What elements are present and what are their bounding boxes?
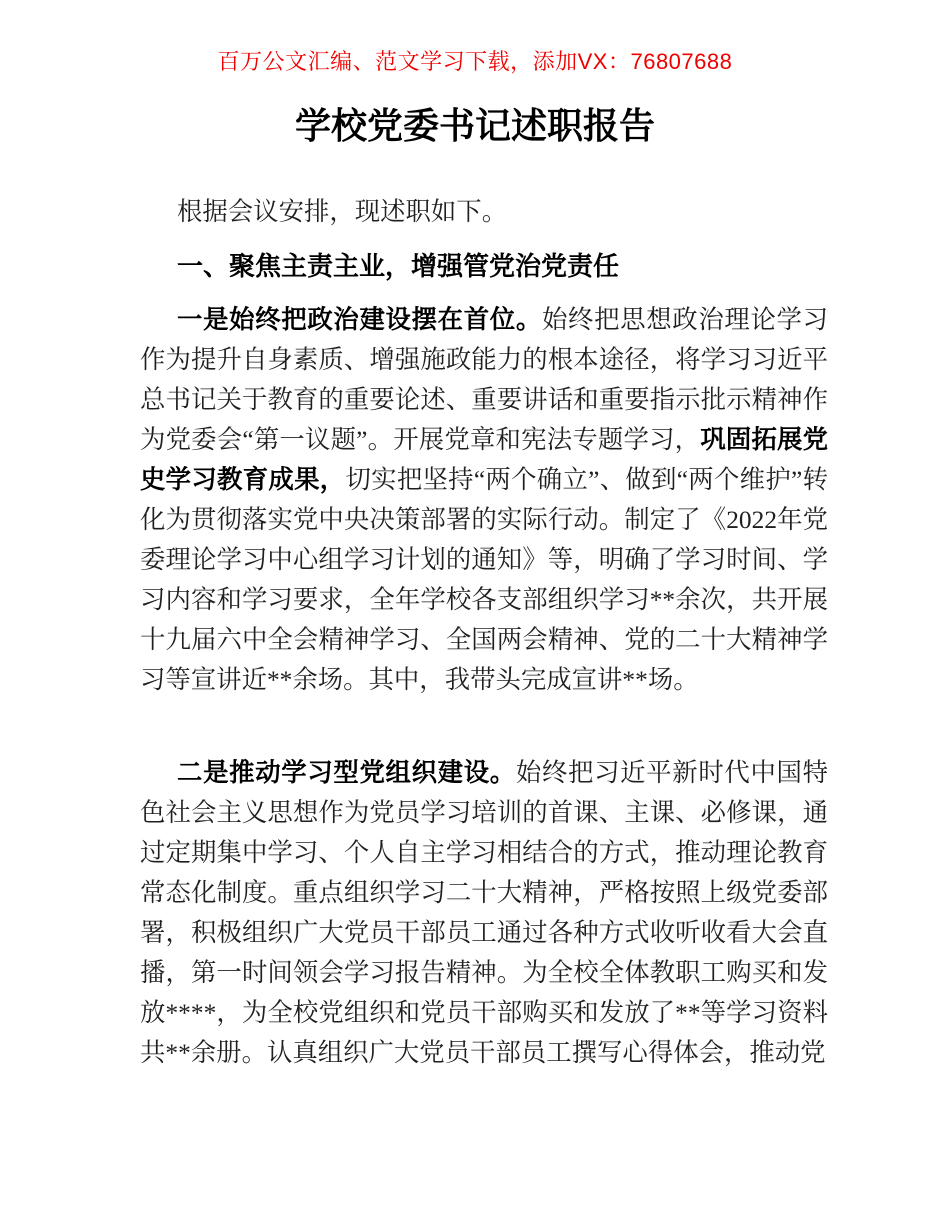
document-body — [140, 192, 828, 1073]
emphasis-run: 二是推动学习型党组织建设。 — [177, 759, 516, 787]
document-title: 学校党委书记述职报告 — [294, 106, 655, 146]
paragraph — [140, 753, 828, 1073]
text-run: 始终把思想政治理论学习作为提升自身素质、增强施政能力的根本途径，将学习习近平总书记关于教育的重要论述、重要讲话和重要指示批示精神作为党委会“第一议题”。开展党章和宪法专题学习， — [140, 306, 829, 454]
intro-paragraph: 根据会议安排，现述职如下。 — [177, 198, 508, 226]
paragraph — [140, 300, 828, 700]
emphasis-run: 巩固拓展党史学习教育成果， — [140, 426, 829, 494]
emphasis-run: 一是始终把政治建设摆在首位。 — [177, 306, 542, 334]
promo-banner: 百万公文汇编、范文学习下载，添加VX：76807688 — [217, 49, 733, 74]
text-run: 始终把习近平新时代中国特色社会主义思想作为党员学习培训的首课、主课、必修课，通过定期集中学习、个人自主学习相结合的方式，推动理论教育常态化制度。重点组织学习二十大精神，严格按照上级党委部署，积极组织广大党员干部员工通过各种方式收听收看大会直播，第一时间领会学习报告精神。为全校全体教职工购买和发放****，为全校党组织和党员干部购买和发放了**等学习资料共**余册。认真组织广大党员干部员工撰写心得体会，推动党 — [140, 759, 829, 1067]
section-heading: 一、聚焦主责主业，增强管党治党责任 — [177, 251, 620, 281]
text-run: 切实把坚持“两个确立”、做到“两个维护”转化为贯彻落实党中央决策部署的实际行动。制定了《2022年党委理论学习中心组学习计划的通知》等，明确了学习时间、学习内容和学习要求，全年学校各支部组织学习**余次，共开展十九届六中全会精神学习、全国两会精神、党的二十大精神学习等宣讲近**余场。其中，我带头完成宣讲**场。 — [140, 466, 828, 694]
body-paragraphs — [140, 300, 828, 1073]
